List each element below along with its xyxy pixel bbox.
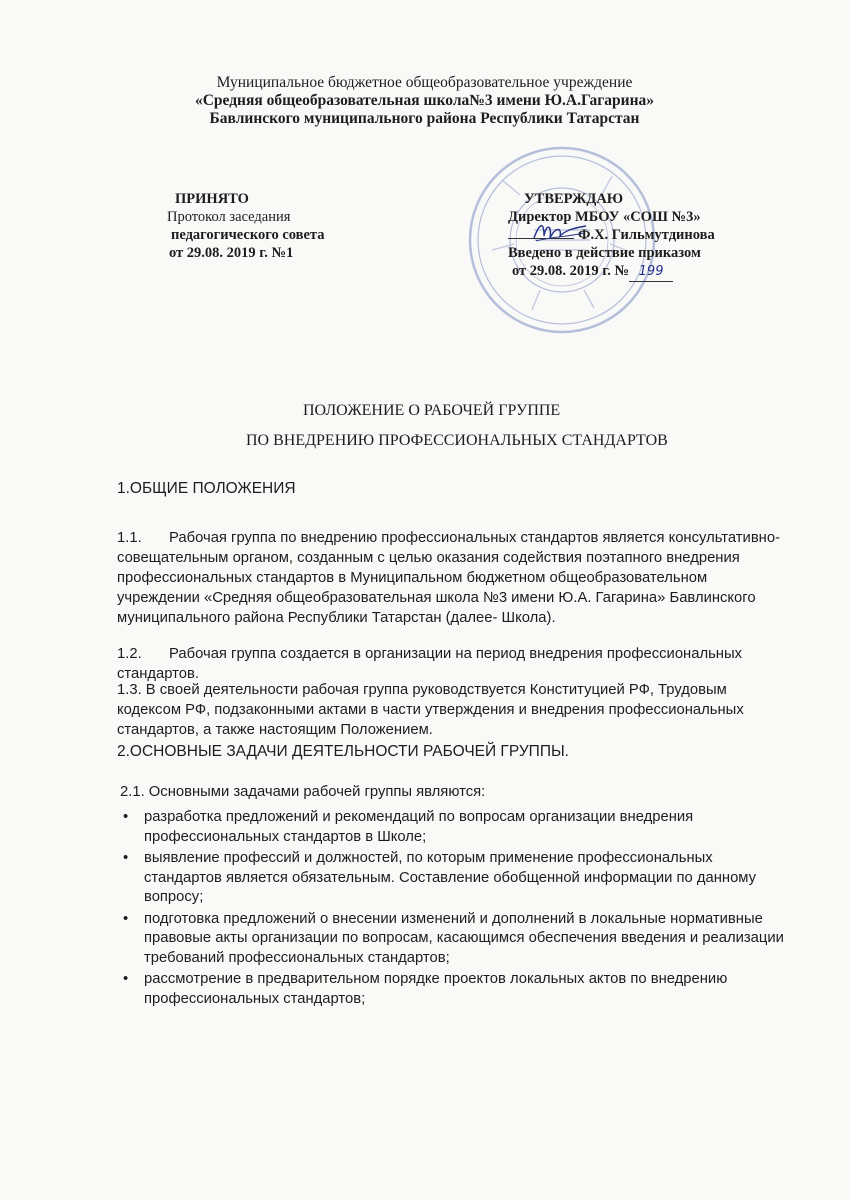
- school-header: [0, 74, 849, 128]
- list-item-text: подготовка предложений о внесении изменений и дополнений в локальные нормативные правовые акты организации по вопросам, касающимся обеспечения введения и реализации требований профессиональных стандартов;: [144, 910, 784, 966]
- accepted-block: [167, 190, 324, 262]
- header-line-3: Бавлинского муниципального района Республики Татарстан: [209, 110, 640, 127]
- director-signature: [530, 216, 590, 246]
- bullet-icon: •: [123, 910, 129, 927]
- paragraph-text: Рабочая группа создается в организации на период внедрения профессиональных стандартов.: [117, 646, 742, 682]
- header-line-2: «Средняя общеобразовательная школа№3 имени Ю.А.Гагарина»: [194, 92, 655, 109]
- list-item: [118, 970, 786, 1009]
- list-item: [118, 910, 786, 969]
- accepted-title: ПРИНЯТО: [175, 191, 249, 207]
- paragraph-text: Рабочая группа по внедрению профессиональных стандартов является консультативно-совещательным органом, созданным с целью оказания содействия поэтапного внедрения профессиональных стандартов в Муниципальном бюджетном общеобразовательном учреждении «Средняя общеобразовательная школа №3 имени Ю.А. Гагарина» Бавлинского муниципального района Республики Татарстан (далее- Школа).: [117, 530, 781, 626]
- paragraph-1-2: [117, 644, 785, 684]
- paragraph-1-1: [117, 528, 785, 628]
- approved-order-date: от 29.08. 2019 г. №: [512, 263, 630, 279]
- bullet-icon: •: [123, 971, 129, 987]
- accepted-council: педагогического совета: [171, 227, 325, 243]
- paragraph-1-3: 1.3. В своей деятельности рабочая группа руководствуется Конституцией РФ, Трудовым кодексом РФ, подзаконными актами в части утверждения и внедрения профессиональных стандартов, а также настоящим Положением.: [117, 682, 744, 738]
- list-item-text: разработка предложений и рекомендаций по вопросам организации внедрения профессиональных стандартов в Школе;: [144, 809, 694, 845]
- approved-position: Директор МБОУ «СОШ №3»: [508, 209, 701, 225]
- paragraph-2-1: 2.1. Основными задачами рабочей группы являются:: [120, 784, 486, 800]
- list-item: [118, 808, 786, 847]
- document-title-line-2: ПО ВНЕДРЕНИЮ ПРОФЕССИОНАЛЬНЫХ СТАНДАРТОВ: [246, 432, 668, 449]
- tasks-list: [118, 808, 786, 1011]
- director-name: Ф.Х. Гильмутдинова: [578, 227, 715, 243]
- section-1-heading: 1.ОБЩИЕ ПОЛОЖЕНИЯ: [117, 480, 296, 497]
- list-item-text: выявление профессий и должностей, по которым применение профессиональных стандартов является обязательным. Составление обобщенной информации по данному вопросу;: [144, 850, 757, 905]
- approved-order-text: Введено в действие приказом: [508, 245, 701, 261]
- bullet-icon: •: [123, 809, 129, 825]
- paragraph-number: 1.2.: [117, 646, 142, 662]
- accepted-protocol: Протокол заседания: [167, 209, 291, 225]
- paragraph-number: 1.1.: [117, 530, 142, 546]
- section-2-heading: 2.ОСНОВНЫЕ ЗАДАЧИ ДЕЯТЕЛЬНОСТИ РАБОЧЕЙ ГРУППЫ.: [117, 743, 569, 760]
- accepted-date: от 29.08. 2019 г. №1: [169, 245, 294, 261]
- list-item-text: рассмотрение в предварительном порядке проектов локальных актов по внедрению профессиональных стандартов;: [144, 971, 728, 1007]
- bullet-icon: •: [123, 850, 129, 866]
- document-title-line-1: ПОЛОЖЕНИЕ О РАБОЧЕЙ ГРУППЕ: [303, 402, 561, 419]
- header-line-1: Муниципальное бюджетное общеобразовательное учреждение: [216, 74, 633, 91]
- list-item: [118, 849, 786, 908]
- approved-title: УТВЕРЖДАЮ: [524, 191, 624, 207]
- order-number: 199: [629, 263, 673, 282]
